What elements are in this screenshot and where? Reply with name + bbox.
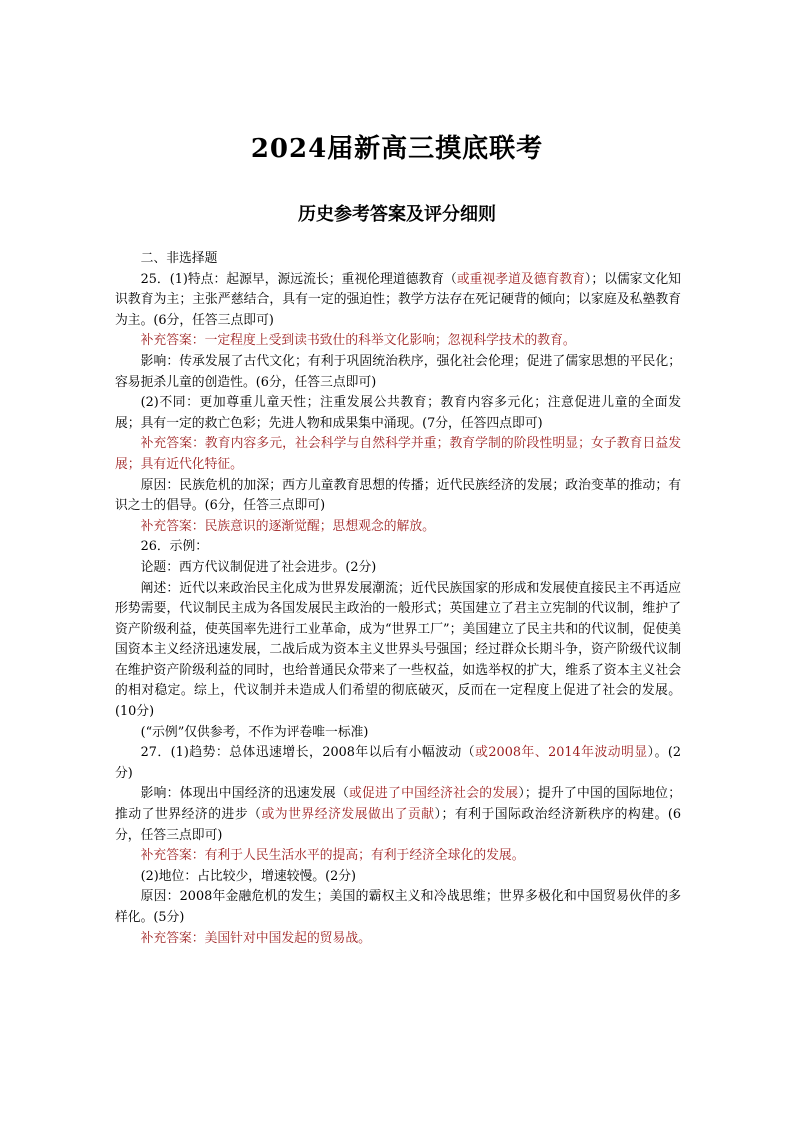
document-subtitle: 历史参考答案及评分细则 [298,204,496,225]
q25-part2-reasons: 原因：民族危机的加深；西方儿童教育思想的传播；近代民族经济的发展；政治变革的推动；有识之士的倡导。(6分，任答三点即可) [115,477,681,514]
q25-part1-influence: 影响：传承发展了古代文化；有利于巩固统治秩序，强化社会伦理；促进了儒家思想的平民化；容易扼杀儿童的创造性。(6分，任答三点即可) [115,353,681,390]
document-title: 2024届新高三摸底联考 [250,134,544,164]
section-heading: 二、非选择题 [140,251,218,266]
q25-part2-differences: (2)不同：更加尊重儿童天性；注重发展公共教育；教育内容多元化；注意促进儿童的全面发展；具有一定的救亡色彩；先进人物和成果集中涌现。(7分，任答四点即可) [115,395,681,431]
q26-heading: 26．示例： [140,539,209,555]
q26-exposition: 阐述：近代以来政治民主化成为世界发展潮流；近代民族国家的形成和发展使直接民主不再适应形势需要，代议制民主成为各国发展民主政治的一般形式；英国建立了君主立宪制的代议制，维护了资产阶级利益，使英国率先进行工业革命，成为“世界工厂”；美国建立了民主共和的代议制，促使美国资本主义经济迅速发展，二战后成为资本主义世界头号强国；经过群众长期斗争，资产阶级代议制在维护资产阶级利益的同时，也给普通民众带来了一些权益，如选举权的扩大，维系了资本主义社会的相对稳定。综上，代议制并未造成人们希望的彻底破灭，反而在一定程度上促进了社会的发展。(10分) [115,580,681,720]
q27-part1-trend: 27．(1)趋势：总体迅速增长，2008年以后有小幅波动（或2008年、2014年波动明显）。(2分) [115,745,682,781]
q27-supplement-2: 补充答案：美国针对中国发起的贸易战。 [140,930,371,946]
q27-supplement-1: 补充答案：有利于人民生活水平的提高；有利于经济全球化的发展。 [140,848,525,864]
q27-part2-reasons: 原因：2008年金融危机的发生；美国的霸权主义和冷战思维；世界多极化和中国贸易伙伴的多样化。(5分) [115,889,681,925]
q25-supplement-2: 补充答案：教育内容多元，社会科学与自然科学并重；教育学制的阶段性明显；女子教育日益发展；具有近代化特征。 [115,436,681,472]
q25-supplement-1: 补充答案：一定程度上受到读书致仕的科举文化影响；忽视科学技术的教育。 [140,333,576,349]
q25-part1-features: 25．(1)特点：起源早，源远流长；重视伦理道德教育（或重视孝道及德育教育）；以儒家文化知识教育为主；主张严慈结合，具有一定的强迫性；教学方法存在死记硬背的倾向；以家庭及私塾教育为主。(6分，任答三点即可) [115,271,681,328]
answer-content [115,249,681,949]
q26-note: (“示例”仅供参考，不作为评卷唯一标准) [140,724,369,740]
q25-supplement-3: 补充答案：民族意识的逐渐觉醒；思想观念的解放。 [140,518,435,534]
q27-part1-influence: 影响：体现出中国经济的迅速发展（或促进了中国经济社会的发展）；提升了中国的国际地位；推动了世界经济的进步（或为世界经济发展做出了贡献）；有利于国际政治经济新秩序的构建。(6分，任答三点即可) [115,786,682,843]
q26-thesis: 论题：西方代议制促进了社会进步。(2分) [140,559,377,575]
q27-part2-status: (2)地位：占比较少，增速较慢。(2分) [140,868,357,884]
